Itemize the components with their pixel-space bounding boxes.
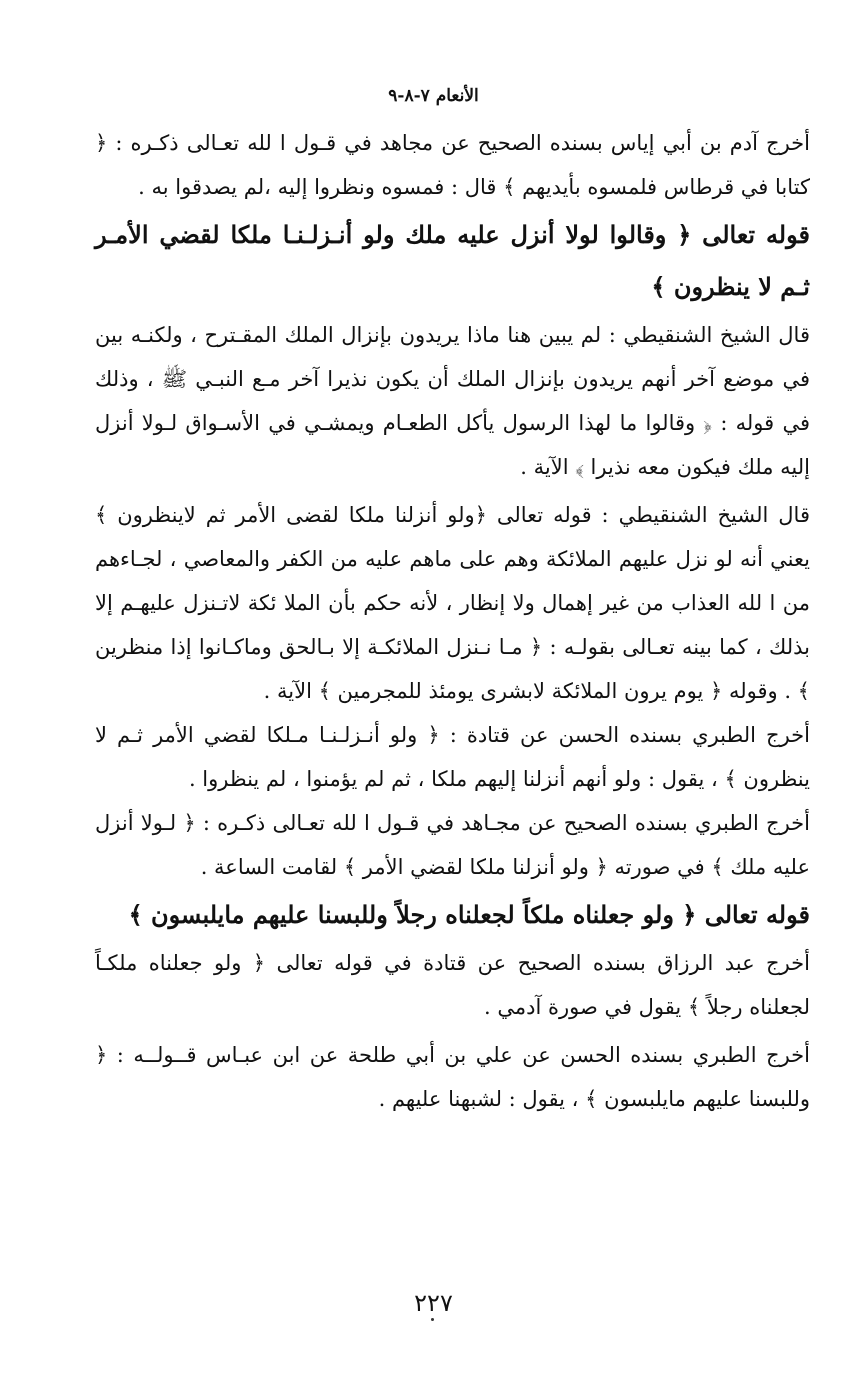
paragraph-tabari-ibn-abbas: أخرج الطبري بسنده الحسن عن علي بن أبي طلحة عن ابن عبـاس قــولــه : ﴿ وللبسنا عليهم مايلبسون ﴾ ، يقول : لشبهنا عليهم .	[95, 1043, 810, 1111]
running-head: الأنعام ٧-٨-٩	[388, 86, 479, 106]
footer-dot	[431, 1318, 434, 1321]
paragraph-abdurrazzaq-qatada: أخرج عبد الرزاق بسنده الصحيح عن قتادة في قوله تعالى ﴿ ولو جعلناه ملكـاً لجعلناه رجلاً ﴾ يقول في صورة آدمي .	[95, 951, 810, 1019]
verse-heading-9: قوله تعالى ﴿ ولو جعلناه ملكاً لجعلناه رجلاً وللبسنا عليهم مايلبسون ﴾	[128, 900, 810, 929]
paragraph-adam-mujahid: أخرج آدم بن أبي إياس بسنده الصحيح عن مجاهد في قـول ا لله تعـالى ذكـره : ﴿ كتابا في قرطاس فلمسوه بأيديهم ﴾ قال : فمسوه ونظروا إليه ،لم يصدقوا به .	[95, 131, 810, 199]
paragraph-tabari-qatada: أخرج الطبري بسنده الحسن عن قتادة : ﴿ ولو أنـزلـنـا مـلكا لقضي الأمر ثـم لا ينظرون ﴾ ، يقول : ولو أنهم أنزلنا إليهم ملكا ، ثم لم يؤمنوا ، لم ينظروا .	[95, 723, 810, 791]
paragraph-tabari-mujahid: أخرج الطبري بسنده الصحيح عن مجـاهد في قـول ا لله تعـالى ذكـره : ﴿ لـولا أنزل عليه ملك ﴾ في صورته ﴿ ولو أنزلنا ملكا لقضي الأمر ﴾ لقامت الساعة .	[95, 811, 810, 879]
paragraph-shanqiti-2: قال الشيخ الشنقيطي : قوله تعالى ﴿ولو أنزلنا ملكا لقضى الأمر ثم لاينظرون ﴾ يعني أنه لو نزل عليهم الملائكة وهم على ماهم عليه من الكفر والمعاصي ، لجـاءهم من ا لله العذاب من غير إهمال ولا إنظار ، لأنه حكم بأن الملا ئكة لاتـنزل عليهـم إلا بذلك ، كما بينه تعـالى بقولـه : ﴿ مـا نـنزل الملائكـة إلا بـالحق وماكـانوا إذا منظرين ﴾ . وقوله ﴿ يوم يرون الملائكة لابشرى يومئذ للمجرمين ﴾ الآية .	[95, 503, 810, 703]
verse-heading-8: قوله تعالى ﴿ وقالوا لولا أنزل عليه ملك ولو أنـزلـنـا ملكا لقضي الأمـر ثـم لا ينظرون ﴾	[95, 220, 810, 301]
paragraph-shanqiti-1: قال الشيخ الشنقيطي : لم يبين هنا ماذا يريدون بإنزال الملك المقـترح ، ولكنـه بين في موضع آخر أنهم يريدون بإنزال الملك أن يكون نذيرا آخر مـع النبـي ﷺ ، وذلك في قوله : ﴿ وقالوا ما لهذا الرسول يأكل الطعـام ويمشـي في الأسـواق لـولا أنزل إليه ملك فيكون معه نذيرا ﴾ الآية .	[95, 323, 810, 479]
page-number: ٢٢٧	[414, 1289, 453, 1317]
page-body	[95, 121, 810, 1121]
